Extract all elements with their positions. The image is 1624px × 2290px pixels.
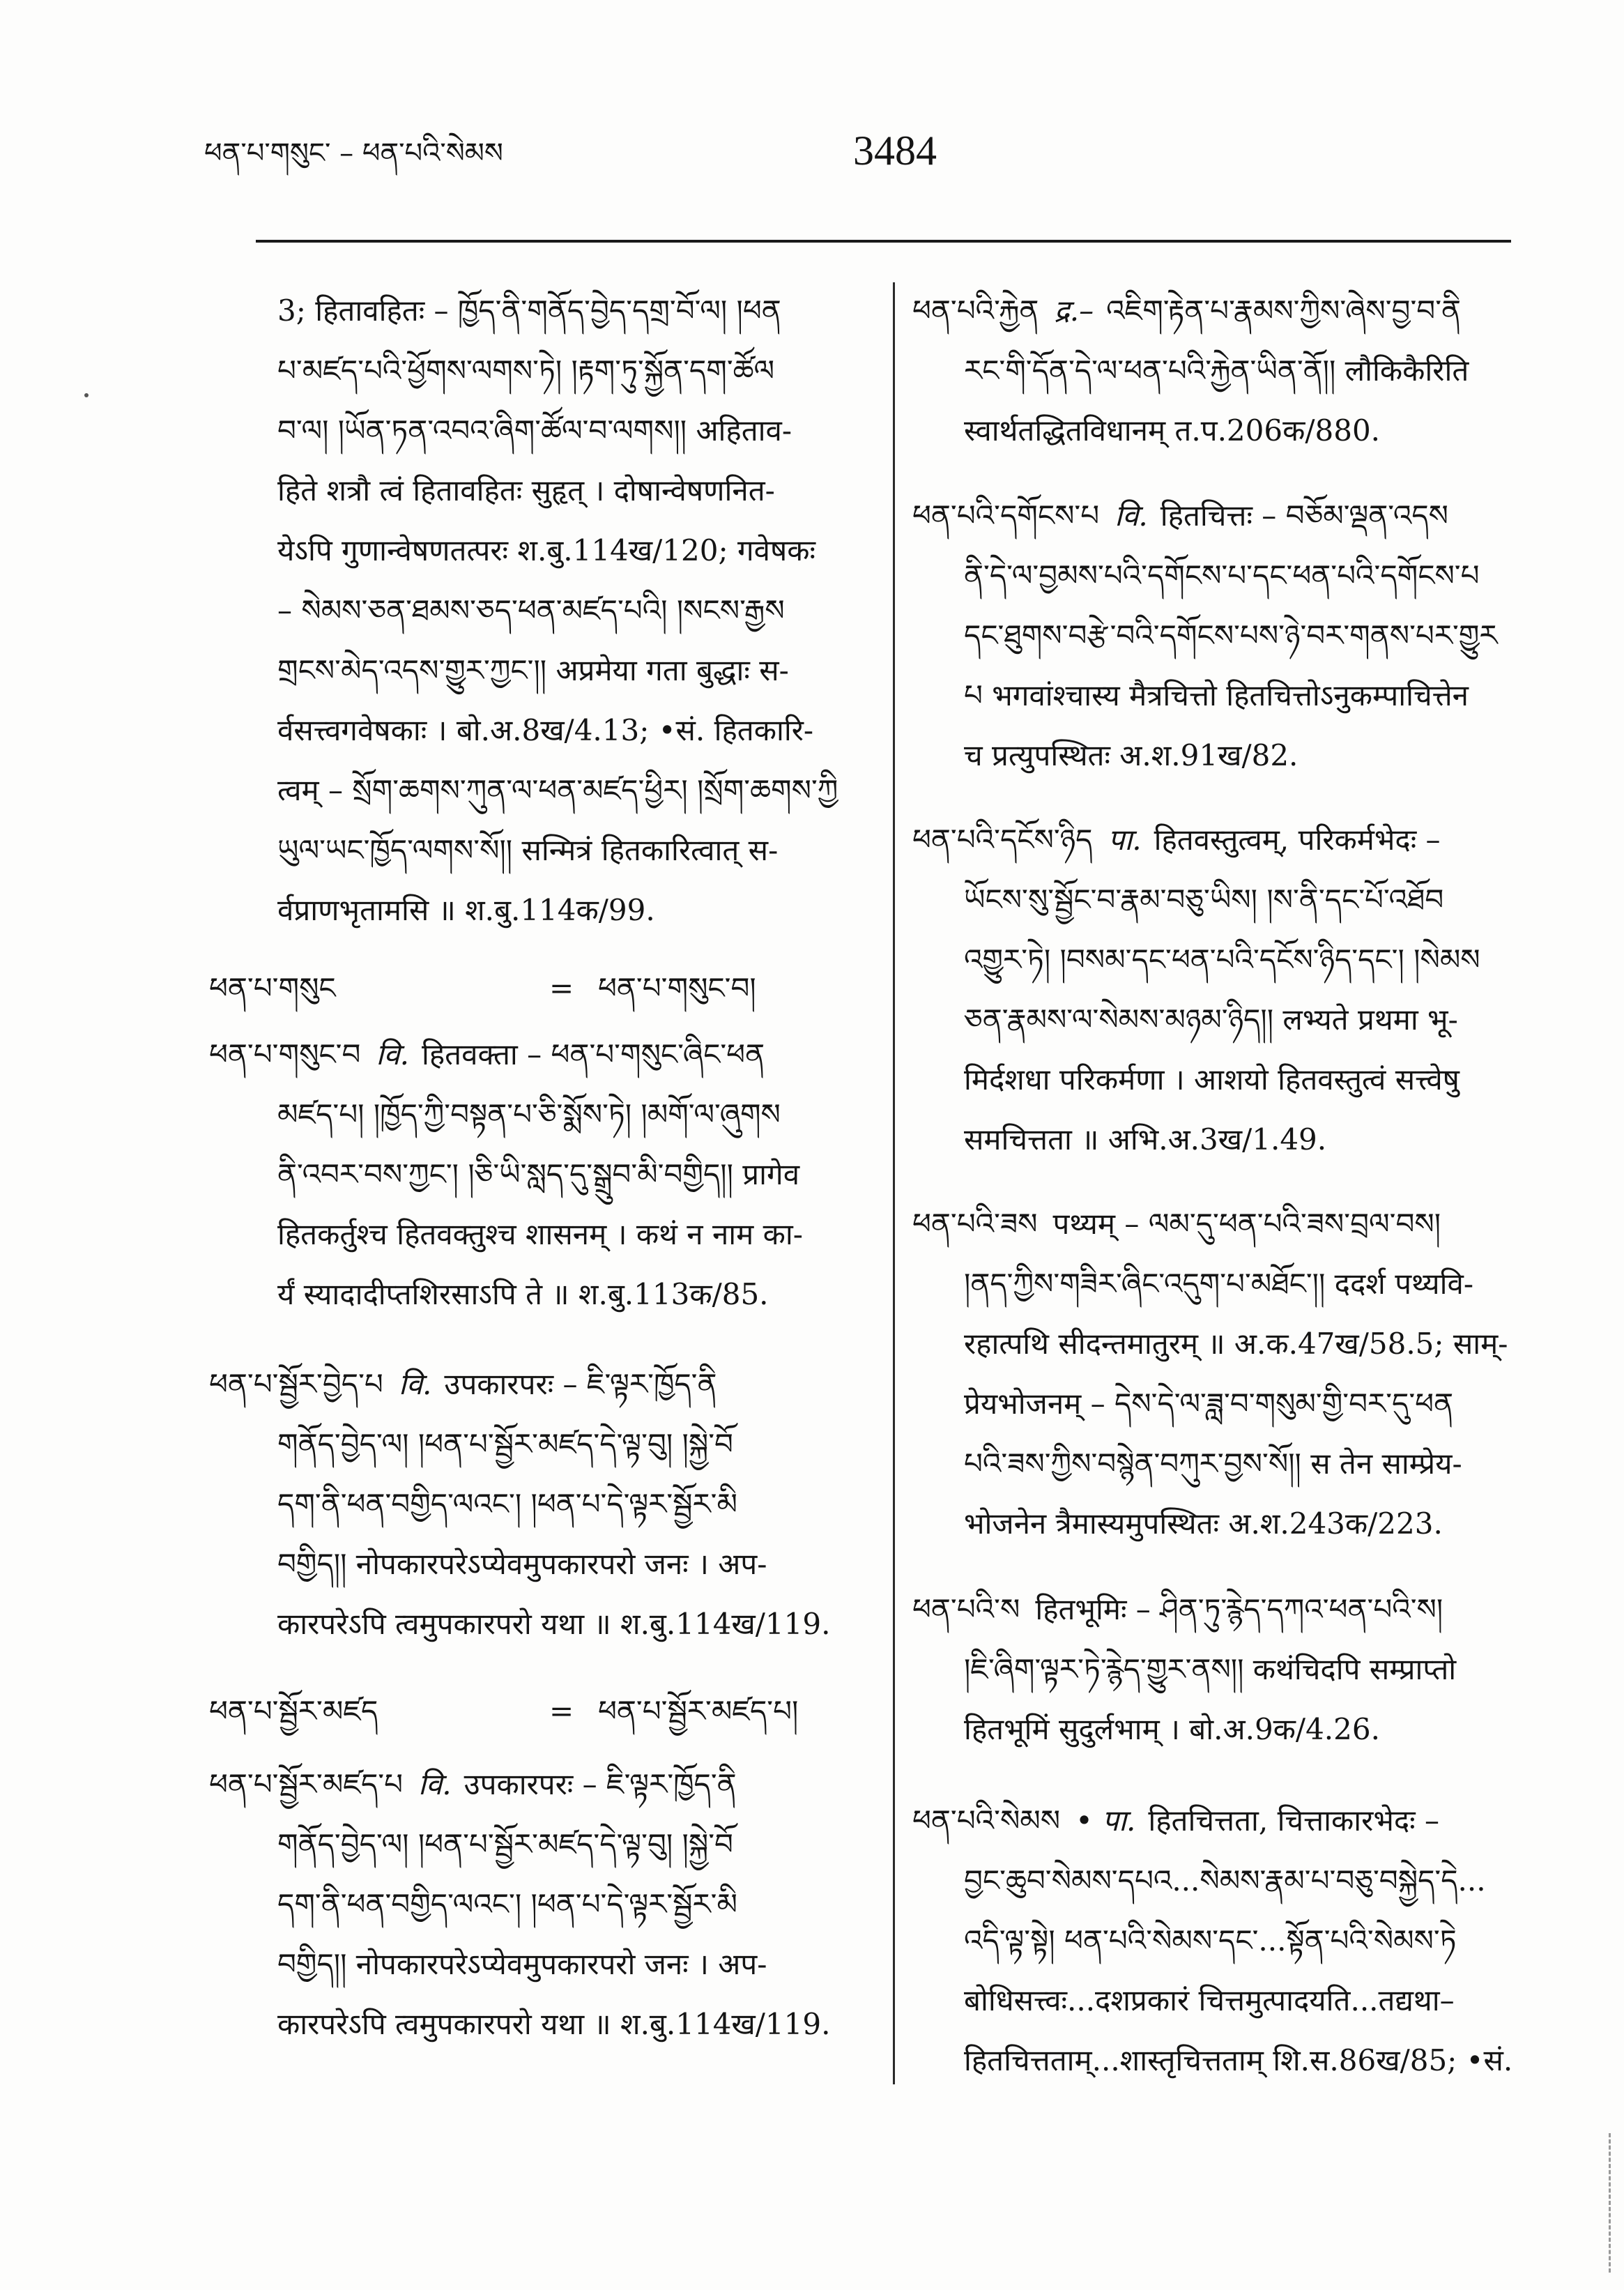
dictionary-entry	[912, 281, 1526, 461]
entry-line: །ཇི་ཞིག་ལྟར་ཏེ་རྙེད་གྱུར་ནས།། कथंचिदपि सम्प्राप्तो	[964, 1652, 1457, 1686]
entry-first-line	[209, 1354, 877, 1414]
entry-line: र्वप्राणभृतामसि ॥ श.बु.114क/99.	[277, 893, 655, 927]
running-head: ཕན་པ་གསུང་ – ཕན་པའི་སེམས	[204, 137, 503, 169]
entry-line: བ་ལ། །ཡོན་ཏན་འབའ་ཞིག་ཚོལ་བ་ལགས།། अहिताव-	[277, 413, 792, 448]
entry-line: དང་ཐུགས་བརྩེ་བའི་དགོངས་པས་ཉེ་བར་གནས་པར་གྱུར	[964, 618, 1498, 652]
entry-line: हितभूमिं सुदुर्लभाम् । बो.अ.9क/4.26.	[964, 1712, 1380, 1746]
grammar-label: द्र.–	[1054, 293, 1094, 328]
cross-reference-target: ཕན་པ་སྦྱོར་མཛད་པ།	[598, 1694, 799, 1728]
grammar-label: वि.	[398, 1367, 432, 1401]
headword: ཕན་པ་སྦྱོར་མཛད	[209, 1694, 378, 1728]
headword: ཕན་པའི་སེམས	[912, 1803, 1061, 1838]
entry-line: གྲངས་མེད་འདས་གྱུར་ཀྱང་།། अप्रमेया गता बुद्धाः स-	[277, 653, 789, 687]
entry-line: 3; हितावहितः – ཁྱོད་ནི་གནོད་བྱེད་དགྲ་བོ་ལ། །ཕན	[277, 293, 781, 328]
entry-line: བགྱིད།། नोपकारपरेऽप्येवमुपकारपरो जनः । अप-	[277, 1947, 767, 1981]
page-number: 3484	[853, 128, 937, 174]
dictionary-entry	[912, 1580, 1526, 1760]
scan-edge-marks	[1609, 2133, 1611, 2273]
grammar-label: वि.	[376, 1037, 409, 1071]
cross-reference-target: ཕན་པ་གསུང་བ།	[598, 971, 756, 1005]
entry-line: །ནད་ཀྱིས་གཟིར་ཞིང་འདུག་པ་མཐོང་།། ददर्श पथ्यवि-	[964, 1267, 1474, 1301]
entry-line: हिते शत्रौ त्वं हितावहितः सुहृत् । दोषान्वेषणनित-	[277, 473, 775, 507]
entry-line: स्वार्थतद्धितविधानम् त.प.206क/880.	[964, 413, 1381, 448]
entry-line: ཅན་རྣམས་ལ་སེམས་མཉམ་ཉིད།། लभ्यते प्रथमा भू-	[964, 1002, 1458, 1037]
entry-line: येऽपि गुणान्वेषणतत्परः श.बु.114ख/120; गवेषकः	[277, 533, 815, 567]
gloss: हितभूमिः – ཤིན་ཏུ་རྙེད་དཀའ་ཕན་པའི་ས།	[1035, 1592, 1443, 1626]
dictionary-entry	[209, 1755, 877, 2054]
dictionary-entry	[209, 1025, 877, 1325]
headword: ཕན་པའི་རྐྱེན	[912, 293, 1039, 328]
gloss: हितचित्तता, चित्ताकारभेदः –	[1148, 1803, 1440, 1838]
dictionary-entry	[912, 810, 1526, 1170]
entry-line: – སེམས་ཅན་ཐམས་ཅད་ཕན་མཛད་པའི། །སངས་རྒྱས	[277, 593, 785, 627]
dictionary-entry	[912, 1194, 1526, 1554]
gloss: हितचित्तः – བཅོམ་ལྡན་འདས	[1160, 498, 1448, 533]
entry-first-line	[912, 810, 1526, 870]
grammar-label: • पा.	[1075, 1803, 1136, 1838]
entry-line: འགྱུར་ཏེ། །བསམ་དང་ཕན་པའི་དངོས་ཉིད་དང་། །སེམས	[964, 942, 1480, 977]
dictionary-entry	[912, 1791, 1526, 2091]
entry-line: མཛད་པ། །ཁྱོད་ཀྱི་བསྟན་པ་ཅི་སྨོས་ཏེ། །མགོ་ལ་ཞུགས	[277, 1097, 781, 1131]
gloss: हितवस्तुत्वम्, परिकर्मभेदः –	[1154, 823, 1441, 857]
entry-first-line	[209, 1755, 877, 1815]
cross-reference-entry	[209, 959, 877, 1018]
entry-line: གནོད་བྱེད་ལ། །ཕན་པ་སྦྱོར་མཛད་དེ་ལྟ་བུ། །སྐྱེ་བོ	[277, 1427, 733, 1461]
grammar-label: पा.	[1108, 823, 1142, 857]
entry-line: कारपरेऽपि त्वमुपकारपरो यथा ॥ श.बु.114ख/119.	[277, 2007, 831, 2041]
cross-reference-entry	[209, 1681, 877, 1741]
entry-line: भोजनेन त्रैमास्यमुपस्थितः अ.श.243क/223.	[964, 1506, 1443, 1541]
entry-line: कारपरेऽपि त्वमुपकारपरो यथा ॥ श.बु.114ख/119.	[277, 1607, 831, 1641]
gloss: पथ्यम् – ལམ་དུ་ཕན་པའི་ཟས་བྲལ་བས།	[1052, 1207, 1441, 1241]
headword: ཕན་པ་སྦྱོར་མཛད་པ	[209, 1767, 403, 1801]
entry-line: ནི་དེ་ལ་བྱམས་པའི་དགོངས་པ་དང་ཕན་པའི་དགོངས་པ	[964, 558, 1480, 593]
scan-speck	[84, 393, 89, 397]
entry-line: र्यं स्यादादीप्तशिरसाऽपि ते ॥ श.बु.113क/85.	[277, 1277, 769, 1311]
gloss: འཇིག་རྟེན་པ་རྣམས་ཀྱིས་ཞེས་བྱ་བ་ནི	[1106, 293, 1462, 328]
headword: ཕན་པའི་ཟས	[912, 1207, 1038, 1241]
entry-line: ནི་འབར་བས་ཀྱང་། །ཅི་ཡི་སླད་དུ་སྒྲུབ་མི་བགྱིད།། प्रागेव	[277, 1157, 800, 1191]
headword: ཕན་པའི་ས	[912, 1592, 1020, 1626]
column-divider	[893, 282, 895, 2084]
entry-continuation	[277, 281, 877, 940]
headword: ཕན་པའི་དགོངས་པ	[912, 498, 1100, 533]
entry-line: मिर्दशधा परिकर्मणा । आशयो हितवस्तुत्वं सत्त्वेषु	[964, 1062, 1460, 1097]
entry-line: समचित्तता ॥ अभि.अ.3ख/1.49.	[964, 1122, 1327, 1157]
entry-line: प्रेयभोजनम् – དེས་དེ་ལ་ཟླ་བ་གསུམ་གྱི་བར་དུ་ཕན	[964, 1387, 1454, 1421]
headword: ཕན་པ་གསུང་བ	[209, 1037, 361, 1071]
entry-line: हितचित्तताम्...शास्तृचित्तताम् शि.स.86ख/85; •सं.	[964, 2043, 1513, 2077]
grammar-label: वि.	[418, 1767, 452, 1801]
entry-line: र्वसत्त्वगवेषकाः । बो.अ.8ख/4.13; •सं. हितकारि-	[277, 713, 814, 747]
dictionary-entry	[209, 1354, 877, 1654]
headword: ཕན་པའི་དངོས་ཉིད	[912, 823, 1093, 857]
entry-line: པ भगवांश्चास्य मैत्रचित्तो हितचित्तोऽनुकम्पाचित्तेन	[964, 678, 1469, 712]
entry-line: च प्रत्युपस्थितः अ.श.91ख/82.	[964, 738, 1299, 772]
entry-first-line	[209, 1025, 877, 1085]
entry-line: གནོད་བྱེད་ལ། །ཕན་པ་སྦྱོར་མཛད་དེ་ལྟ་བུ། །སྐྱེ་བོ	[277, 1827, 733, 1861]
entry-line: པའི་ཟས་ཀྱིས་བསྙེན་བཀུར་བྱས་སོ།། स तेन साम्प्रेय-	[964, 1446, 1462, 1481]
header-rule	[256, 240, 1511, 243]
entry-line: དག་ནི་ཕན་བགྱིད་ལའང་། །ཕན་པ་དེ་ལྟར་སྦྱོར་མི	[277, 1487, 737, 1521]
entry-line: ཡུལ་ཡང་ཁྱོད་ལགས་སོ།། सन्मित्रं हितकारित्वात् स-	[277, 833, 779, 867]
entry-line: रहात्पथि सीदन्तमातुरम् ॥ अ.क.47ख/58.5; साम्-	[964, 1327, 1508, 1361]
equals-sign: =	[549, 1694, 574, 1728]
gloss: हितवक्ता – ཕན་པ་གསུང་ཞིང་ཕན	[422, 1037, 765, 1071]
entry-line: བྱང་ཆུབ་སེམས་དཔའ...སེམས་རྣམ་པ་བཅུ་བསྐྱེད་དེ...	[964, 1863, 1486, 1898]
gloss: उपकारपरः – ཇི་ལྟར་ཁྱོད་ནི	[464, 1767, 737, 1801]
entry-line: པ་མཛད་པའི་ཕྱོགས་ལགས་ཏེ། །རྟག་ཏུ་སྐྱོན་དག་ཚོལ	[277, 353, 775, 388]
dictionary-entry	[912, 486, 1526, 786]
entry-first-line	[912, 1791, 1526, 1851]
entry-line: ཡོངས་སུ་སྦྱོང་བ་རྣམ་བཅུ་ཡིས། །ས་ནི་དང་པོ་འཐོབ	[964, 883, 1444, 917]
entry-first-line	[912, 1194, 1526, 1254]
headword: ཕན་པ་གསུང	[209, 971, 336, 1005]
entry-first-line	[912, 486, 1526, 546]
headword: ཕན་པ་སྦྱོར་བྱེད་པ	[209, 1367, 383, 1401]
gloss: उपकारपरः – ཇི་ལྟར་ཁྱོད་ནི	[444, 1367, 717, 1401]
entry-line: བགྱིད།། नोपकारपरेऽप्येवमुपकारपरो जनः । अप-	[277, 1547, 767, 1581]
entry-first-line	[912, 1580, 1526, 1640]
grammar-label: वि.	[1114, 498, 1148, 533]
entry-first-line	[912, 281, 1526, 341]
entry-line: त्वम् – སྲོག་ཆགས་ཀུན་ལ་ཕན་མཛད་ཕྱིར། །སྲོག་ཆགས་ཀྱི	[277, 773, 838, 807]
entry-line: འདི་ལྟ་སྟེ། ཕན་པའི་སེམས་དང་...སྟོན་པའི་སེམས་ཏེ	[964, 1923, 1457, 1957]
entry-line: རང་གི་དོན་དེ་ལ་ཕན་པའི་རྐྱེན་ཡིན་ནོ།། लौकिकैरिति	[964, 353, 1469, 388]
entry-line: དག་ནི་ཕན་བགྱིད་ལའང་། །ཕན་པ་དེ་ལྟར་སྦྱོར་མི	[277, 1887, 737, 1921]
entry-line: बोधिसत्त्वः...दशप्रकारं चित्तमुत्पादयति...तद्यथा–	[964, 1983, 1455, 2017]
entry-line: हितकर्तुश्च हितवक्तुश्च शासनम् । कथं न नाम का-	[277, 1217, 803, 1251]
equals-sign: =	[549, 971, 574, 1005]
